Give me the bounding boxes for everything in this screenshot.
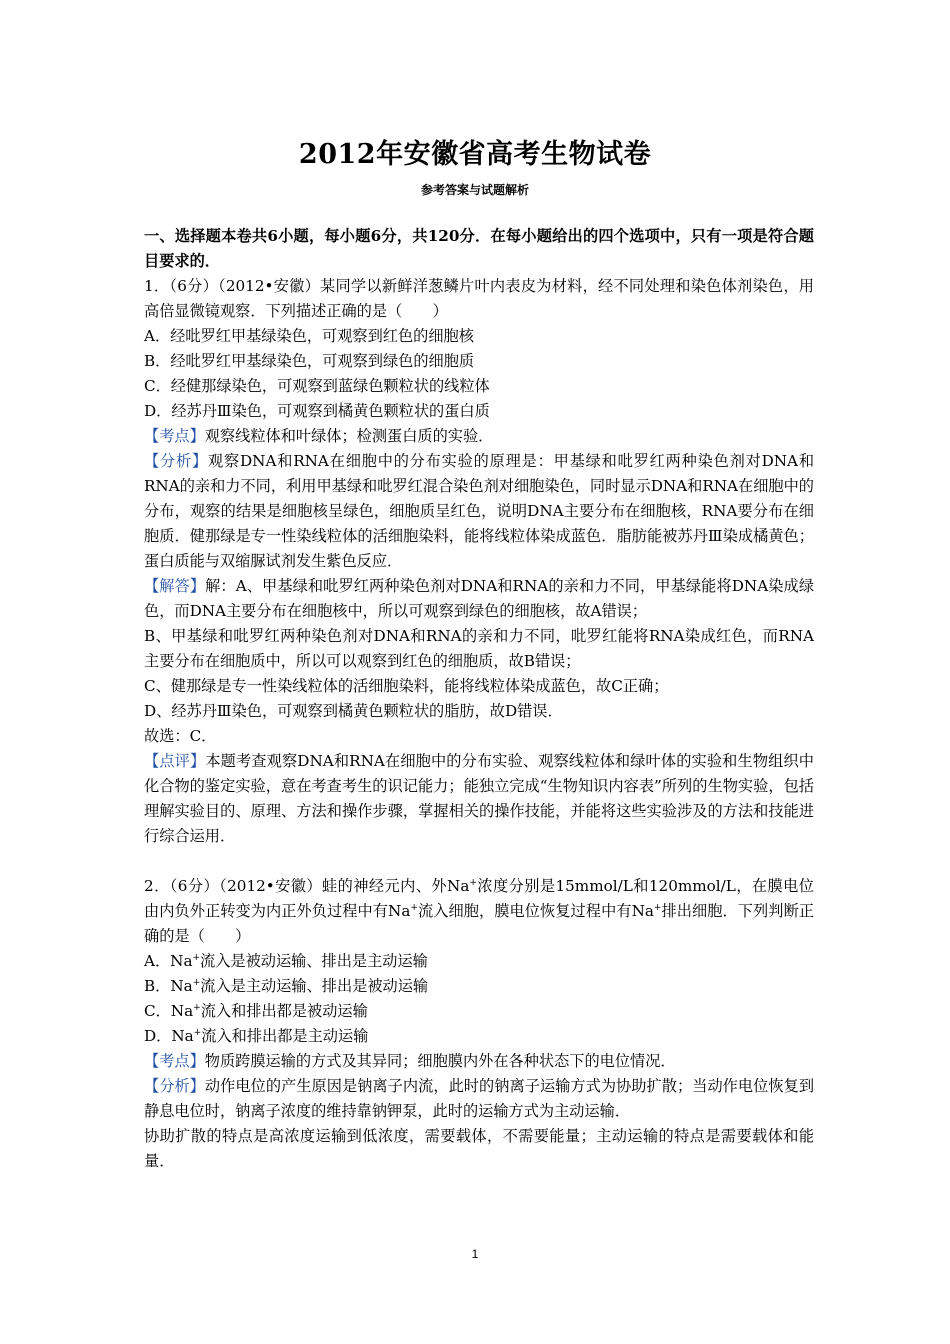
question-2-kaodian — [144, 1049, 814, 1074]
question-1-option-d: D．经苏丹Ⅲ染色，可观察到橘黄色颗粒状的蛋白质 — [144, 402, 490, 420]
question-1-jieda-text: 解：A、甲基绿和吡罗红两种染色剂对DNA和RNA的亲和力不同，甲基绿能将DNA染成绿色，而DNA主要分布在细胞核中，所以可观察到绿色的细胞核，故A错误； — [144, 577, 815, 620]
question-spacer — [144, 849, 814, 874]
question-2-stem-part-3: 流入细胞，膜电位恢复过程中有Na — [417, 902, 654, 920]
question-2-option-b — [144, 974, 814, 999]
option-b-text: 流入是主动运输、排出是被动运输 — [200, 977, 429, 995]
jieda-tag: 【解答】 — [144, 577, 206, 595]
question-1-dianping — [144, 749, 814, 849]
document-body — [144, 224, 814, 1174]
fenxi-tag: 【分析】 — [144, 1077, 205, 1095]
superscript-plus: + — [193, 1002, 201, 1013]
option-b-prefix: B．Na — [144, 977, 193, 995]
question-2-fenxi-text: 动作电位的产生原因是钠离子内流，此时的钠离子运输方式为协助扩散；当动作电位恢复到静息电位时，钠离子浓度的维持靠钠钾泵，此时的运输方式为主动运输． — [144, 1077, 815, 1120]
question-2-fenxi-2: 协助扩散的特点是高浓度运输到低浓度，需要载体，不需要能量；主动运输的特点是需要载体和能量． — [144, 1127, 814, 1170]
question-1-answer: 故选：C． — [144, 727, 217, 745]
document-title: 2012年安徽省高考生物试卷 — [298, 139, 652, 170]
question-1-jieda-c: C、健那绿是专一性染线粒体的活细胞染料，能将线粒体染成蓝色，故C正确； — [144, 677, 669, 695]
option-a-text: 流入是被动运输、排出是主动运输 — [200, 952, 428, 970]
question-1-option-a: A．经吡罗红甲基绿染色，可观察到红色的细胞核 — [144, 327, 474, 345]
document-subtitle: 参考答案与试题解析 — [420, 183, 529, 197]
question-2-option-c — [144, 999, 814, 1024]
superscript-plus: + — [469, 877, 477, 888]
question-2-fenxi — [144, 1074, 814, 1124]
question-2-option-d — [144, 1024, 814, 1049]
question-1-jieda — [144, 574, 814, 624]
question-1-kaodian-text: 观察线粒体和叶绿体；检测蛋白质的实验． — [204, 427, 494, 445]
question-2-kaodian-text: 物质跨膜运输的方式及其异同；细胞膜内外在各种状态下的电位情况． — [204, 1052, 676, 1070]
question-1-jieda-b: B、甲基绿和吡罗红两种染色剂对DNA和RNA的亲和力不同，吡罗红能将RNA染成红色，而RNA主要分布在细胞质中，所以可以观察到红色的细胞质，故B错误； — [144, 627, 814, 670]
superscript-plus: + — [193, 1027, 202, 1038]
question-2-stem — [144, 874, 814, 949]
option-c-text: 流入和排出都是被动运输 — [200, 1002, 368, 1020]
option-d-prefix: D．Na — [144, 1027, 194, 1045]
question-1-dianping-text: 本题考查观察DNA和RNA在细胞中的分布实验、观察线粒体和绿叶体的实验和生物组织中化合物的鉴定实验，意在考查考生的识记能力；能独立完成“生物知识内容表”所列的生物实验，包括理解实验目的、原理、方法和操作步骤，掌握相关的操作技能，并能将这些实验涉及的方法和技能进行综合运用． — [144, 752, 814, 845]
question-2-stem-part-2: 浓度分别是15mmol/L和120mmol/L，在膜电位由内负外正转变为内正外负过程中有Na — [144, 877, 814, 920]
question-1-fenxi-text: 观察DNA和RNA在细胞中的分布实验的原理是：甲基绿和吡罗红两种染色剂对DNA和RNA的亲和力不同，利用甲基绿和吡罗红混合染色剂对细胞染色，同时显示DNA和RNA在细胞中的分布，观察的结果是细胞核呈绿色，细胞质呈红色，说明DNA主要分布在细胞核，RNA要分布在细胞质．健那绿是专一性染线粒体的活细胞染料，能将线粒体染成蓝色．脂肪能被苏丹Ⅲ染成橘黄色；蛋白质能与双缩脲试剂发生紫色反应． — [144, 452, 815, 570]
question-1-stem: 1．（6分）（2012•安徽）某同学以新鲜洋葱鳞片叶内表皮为材料，经不同处理和染色体剂染色，用高倍显微镜观察．下列描述正确的是（ ） — [144, 277, 814, 320]
superscript-plus: + — [653, 902, 662, 913]
kaodian-tag: 【考点】 — [144, 427, 205, 445]
question-1-option-b: B．经吡罗红甲基绿染色，可观察到绿色的细胞质 — [144, 352, 475, 370]
question-1-option-c: C．经健那绿染色，可观察到蓝绿色颗粒状的线粒体 — [144, 377, 490, 395]
fenxi-tag: 【分析】 — [144, 452, 208, 470]
question-2-stem-part-4: 排出细胞．下列判断正确的是（ ） — [144, 902, 815, 945]
option-c-prefix: C．Na — [144, 1002, 194, 1020]
option-d-text: 流入和排出都是主动运输 — [201, 1027, 369, 1045]
question-1-kaodian — [144, 424, 814, 449]
question-2-option-a — [144, 949, 814, 974]
superscript-plus: + — [192, 952, 201, 963]
question-1-fenxi — [144, 449, 814, 574]
option-a-prefix: A．Na — [144, 952, 193, 970]
superscript-plus: + — [192, 977, 201, 988]
kaodian-tag: 【考点】 — [144, 1052, 205, 1070]
section-heading: 一、选择题本卷共6小题，每小题6分，共120分．在每小题给出的四个选项中，只有一项是符合题目要求的． — [144, 227, 814, 270]
superscript-plus: + — [410, 902, 418, 913]
page-number: 1 — [471, 1247, 479, 1261]
dianping-tag: 【点评】 — [144, 752, 206, 770]
question-1-jieda-d: D、经苏丹Ⅲ染色，可观察到橘黄色颗粒状的脂肪，故D错误． — [144, 702, 563, 720]
question-2-stem-part-1: 2．（6分）（2012•安徽）蛙的神经元内、外Na — [144, 877, 470, 895]
